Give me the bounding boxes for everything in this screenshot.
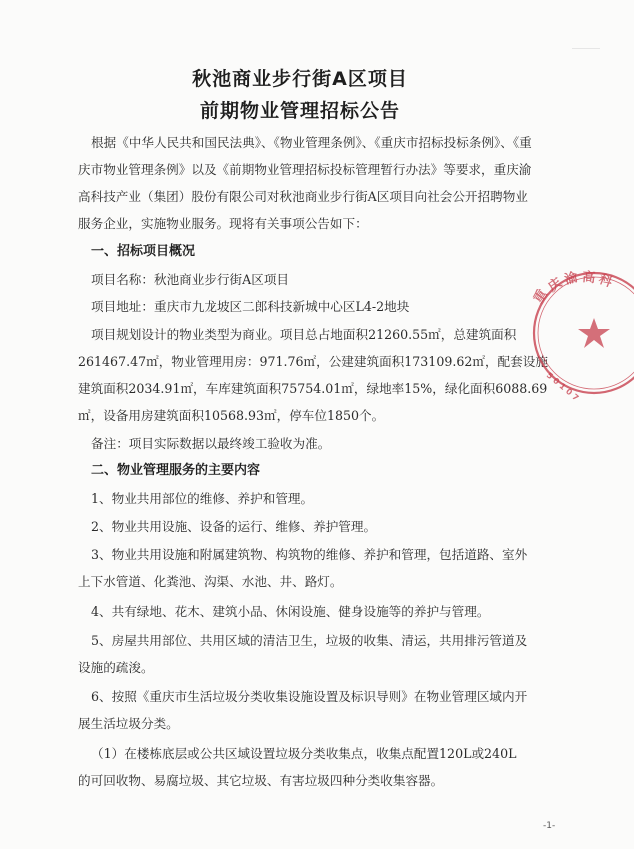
item-1: 1、物业共用部位的维修、养护和管理。 — [91, 491, 314, 506]
item-4: 4、共有绿地、花木、建筑小品、休闲设施、健身设施等的养护与管理。 — [91, 604, 490, 619]
item-2: 2、物业共用设施、设备的运行、维修、养护管理。 — [91, 519, 377, 534]
scan-edge-mark — [572, 48, 600, 49]
project-detail-line-1: 项目规划设计的物业类型为商业。项目总占地面积21260.55㎡，总建筑面积 — [91, 327, 517, 342]
remark: 备注：项目实际数据以最终竣工验收为准。 — [91, 436, 331, 451]
project-detail-line-2: 261467.47㎡，物业管理用房：971.76㎡，公建建筑面积173109.62㎡，配套设施 — [78, 354, 548, 369]
project-address: 项目地址：重庆市九龙坡区二郎科技新城中心区L4-2地块 — [91, 299, 410, 314]
item-6-1-line-2: 的可回收物、易腐垃圾、其它垃圾、有害垃圾四种分类收集容器。 — [78, 773, 444, 788]
svg-text:重: 重 — [530, 287, 551, 307]
intro-line-4: 服务企业，实施物业服务。现将有关事项公告如下： — [78, 216, 368, 231]
item-5-line-2: 设施的疏浚。 — [78, 660, 154, 675]
intro-line-3: 高科技产业（集团）股份有限公司对秋池商业步行街A区项目向社会公开招聘物业 — [78, 189, 528, 204]
section-1-heading: 一、招标项目概况 — [91, 244, 196, 259]
svg-text:5 0 1 0 7: 5 0 1 0 7 — [544, 370, 581, 403]
title-line-1: 秋池商业步行街A区项目 — [192, 68, 408, 90]
svg-text:渝: 渝 — [563, 270, 580, 288]
project-name: 项目名称：秋池商业步行街A区项目 — [91, 272, 290, 287]
title-line-2: 前期物业管理招标公告 — [199, 100, 400, 122]
item-3-line-1: 3、物业共用设施和附属建筑物、构筑物的维修、养护和管理，包括道路、室外 — [91, 547, 528, 562]
section-2-heading: 二、物业管理服务的主要内容 — [91, 463, 261, 478]
intro-line-1: 根据《中华人民共和国民法典》、《物业管理条例》、《重庆市招标投标条例》、《重 — [91, 135, 532, 150]
item-5-line-1: 5、房屋共用部位、共用区域的清洁卫生，垃圾的收集、清运，共用排污管道及 — [91, 633, 528, 648]
page-number: -1- — [543, 821, 556, 831]
project-detail-line-4: ㎡，设备用房建筑面积10568.93㎡，停车位1850个。 — [78, 408, 385, 423]
item-3-line-2: 上下水管道、化粪池、沟渠、水池、井、路灯。 — [78, 574, 343, 589]
svg-text:科: 科 — [596, 271, 615, 291]
project-detail-line-3: 建筑面积2034.91㎡，车库建筑面积75754.01㎡，绿地率15%，绿化面积6088.69 — [78, 381, 548, 396]
svg-text:庆: 庆 — [545, 275, 565, 296]
item-6-line-2: 展生活垃圾分类。 — [78, 716, 179, 731]
company-seal-stamp — [524, 258, 634, 408]
svg-text:高: 高 — [581, 270, 596, 287]
item-6-1-line-1: （1）在楼栋底层或公共区域设置垃圾分类收集点，收集点配置120L或240L — [91, 746, 517, 761]
item-6-line-1: 6、按照《重庆市生活垃圾分类收集设施设置及标识导则》在物业管理区域内开 — [91, 689, 528, 704]
intro-line-2: 庆市物业管理条例》以及《前期物业管理招标投标管理暂行办法》等要求，重庆渝 — [78, 162, 532, 177]
